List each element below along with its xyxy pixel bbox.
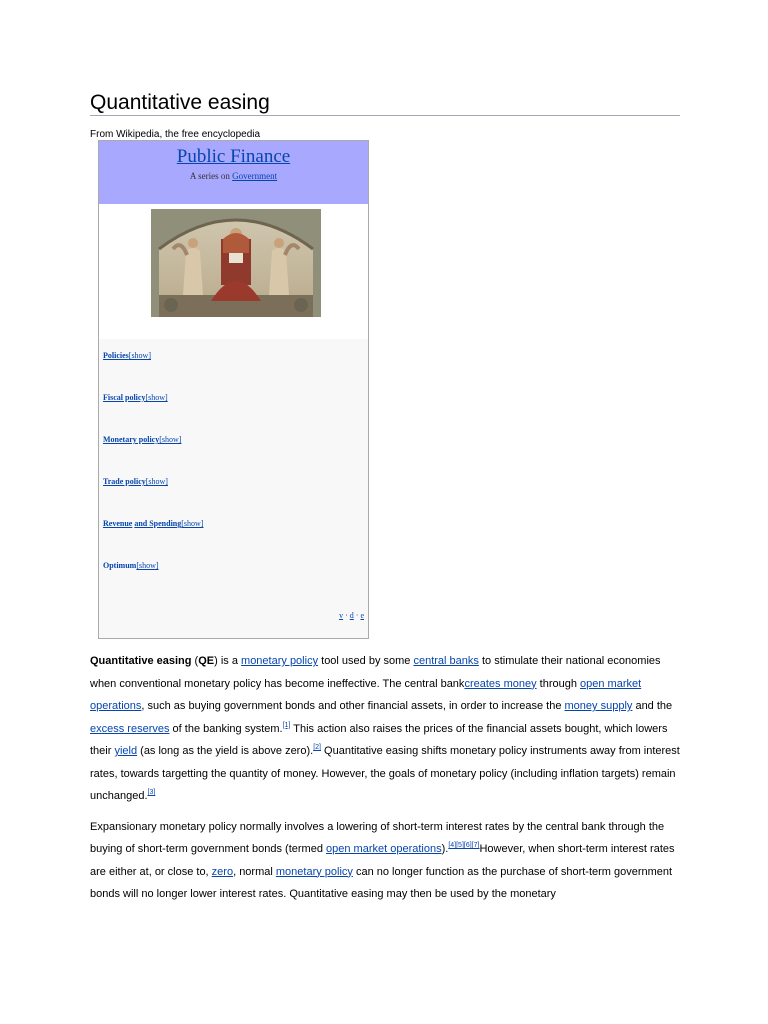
text: Quantitative easing shifts monetary policy instruments away from interest rates, towards targetting the quantity of money. However, the goals of monetary policy (including inflation targets) remain unchanged. [90,745,680,802]
term-qe: QE [198,655,215,667]
nav-policies [103,351,151,361]
nav-revenue-spending [103,519,203,529]
infobox-title-link[interactable]: Public Finance [176,146,291,167]
nav-monetary-policy [103,435,181,445]
nav-policies-show[interactable]: [show] [128,351,151,360]
link-central-banks[interactable]: central banks [413,655,479,667]
page-subtitle: From Wikipedia, the free encyclopedia [90,129,261,140]
nav-monetary-policy-show[interactable]: [show] [159,435,182,444]
link-money-supply[interactable]: money supply [564,700,633,712]
infobox-header [99,141,368,204]
page-title: Quantitative easing [90,90,680,116]
text: ). [441,843,449,855]
paragraph-expansionary [90,816,680,906]
text: can no longer function as the purchase of short-term government bonds will no longer lower interest rates. Quantitative easing may then be used by the monetary [90,865,673,900]
text: However, when short-term interest rates are either at, or close to, [90,843,675,878]
text: to stimulate their national economies when conventional monetary policy has become ineffective. The central bank [90,655,661,690]
discuss-template-link[interactable]: d [349,611,354,620]
text: , such as buying government bonds and other financial assets, in order to increase the [141,700,565,712]
text: Expansionary monetary policy normally involves a lowering of short-term interest rates by the central bank through the buying of short-term government bonds (termed [90,820,665,855]
ref-4-7[interactable]: [4][5][6][7] [448,842,480,850]
link-zero[interactable]: zero [211,865,234,878]
link-monetary-policy-2[interactable]: monetary policy [275,865,353,878]
ref-3[interactable]: [3] [147,789,156,797]
edit-template-link[interactable]: e [360,611,364,620]
nav-trade-policy [103,477,168,487]
text: ) is a [214,655,242,667]
nav-fiscal-policy-show[interactable]: [show] [145,393,168,402]
ref-2[interactable]: [2] [313,744,321,752]
nav-spending-link[interactable]: and Spending [134,519,182,528]
nav-fiscal-policy-link[interactable]: Fiscal policy [103,393,146,402]
text: , normal [233,865,276,878]
text: tool used by some [318,655,414,667]
ref-1[interactable]: [1] [282,721,291,729]
nav-optimum-label: Optimum [103,561,137,570]
link-monetary-policy[interactable]: monetary policy [241,655,319,667]
vde-links: v · d · e [339,611,364,620]
nav-fiscal-policy [103,393,168,403]
link-open-market-operations[interactable]: open market operations [90,677,642,712]
view-template-link[interactable]: v [339,611,344,620]
nav-trade-policy-show[interactable]: [show] [145,477,168,486]
article-body [90,650,680,914]
infobox-series-line [99,169,368,183]
paragraph-intro [90,650,680,808]
nav-trade-policy-link[interactable]: Trade policy [103,477,146,486]
text: (as long as the yield is above zero). [137,745,314,757]
government-link[interactable]: Government [232,171,278,181]
term-quantitative-easing: Quantitative easing [90,655,192,667]
infobox-image-area [99,204,368,339]
nav-monetary-policy-link[interactable]: Monetary policy [103,435,160,444]
text: and the [632,700,673,712]
link-creates-money[interactable]: creates money [464,677,537,690]
nav-revenue-spending-show[interactable]: [show] [181,519,204,528]
text: This action also raises the prices of the financial assets bought, which lowers their [90,722,668,757]
link-yield[interactable]: yield [114,745,138,757]
text: ( [191,655,199,667]
nav-optimum-show[interactable]: [show] [136,561,159,570]
nav-optimum [103,561,159,571]
text: of the banking system. [169,722,283,735]
infobox-public-finance [98,140,369,639]
allegorical-mural-image[interactable] [151,209,321,317]
nav-policies-link[interactable]: Policies [103,351,129,360]
link-open-market-operations-2[interactable]: open market operations [326,843,442,855]
nav-revenue-link[interactable]: Revenue [103,519,133,528]
link-excess-reserves[interactable]: excess reserves [90,722,170,735]
text: through [536,677,581,690]
series-prefix: A series on [189,171,233,181]
